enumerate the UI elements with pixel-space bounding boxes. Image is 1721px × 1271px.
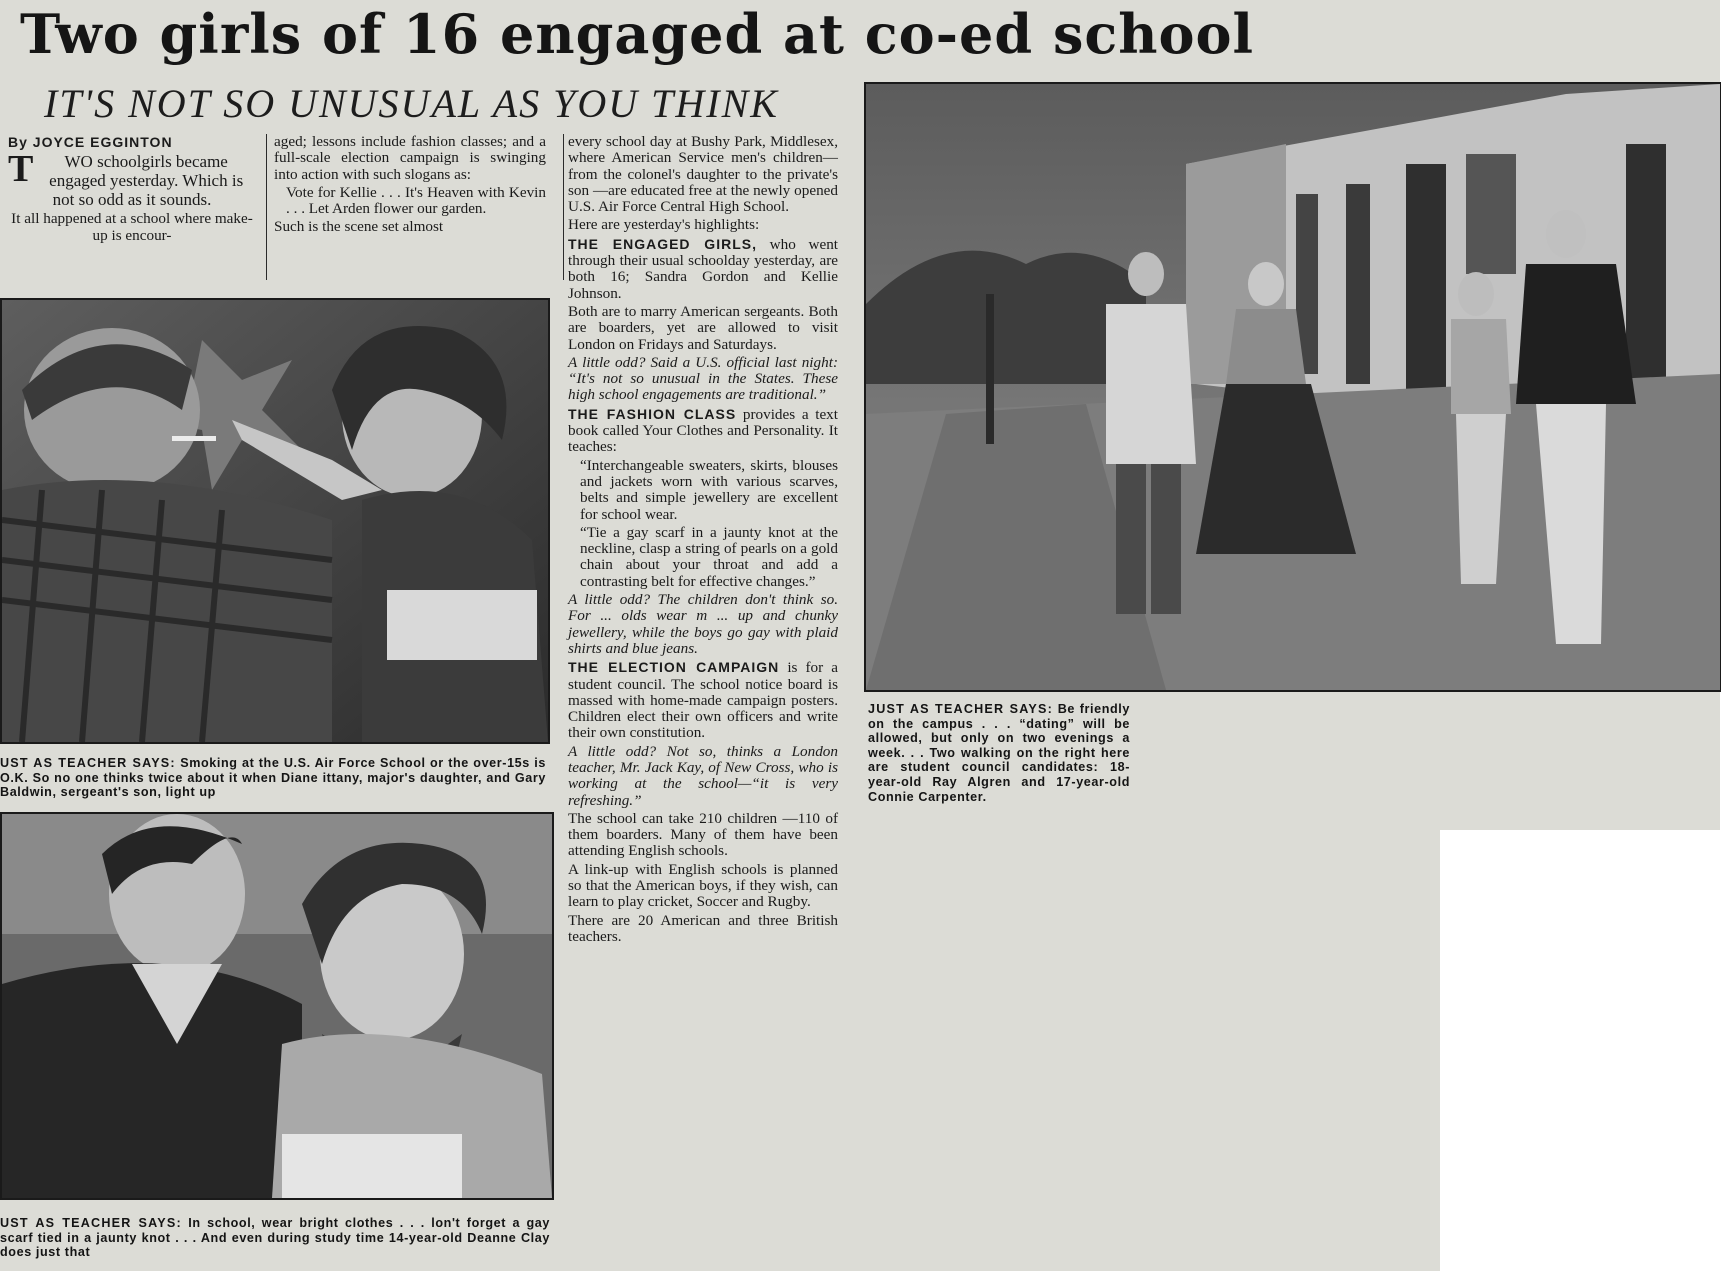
photo-scarf-caption: UST AS TEACHER SAYS: In school, wear bright clothes . . . lon't forget a gay scarf tied in a jaunty knot . . . And even during study time 14-year-old Deanne Clay does just that xyxy=(0,1216,550,1260)
paragraph: A link-up with English schools is planned so that the American boys, if they wish, can learn to play cricket, Soccer and Rugby. xyxy=(568,860,838,911)
paragraph: The school can take 210 children —110 of them boarders. Many of them have been attending English schools. xyxy=(568,809,838,860)
article-column-2 xyxy=(274,134,546,238)
photo-smoking xyxy=(0,298,550,744)
photo-campus-image xyxy=(866,84,1720,690)
paragraph: A little odd? The children don't think so. For ... olds wear m ... up and chunky jewellery, while the boys go gay with plaid shirts and blue jeans. xyxy=(568,591,838,657)
article-column-1 xyxy=(8,134,256,246)
section-engaged-girls: THE ENGAGED GIRLS, who went through their usual schoolday yesterday, are both 16; Sandra Gordon and Kellie Johnson. xyxy=(568,235,839,302)
quote: “Interchangeable sweaters, skirts, blouses and jackets worn with various scarves, belts and simple jewellery are excellent for school wear. xyxy=(580,456,838,523)
photo-smoking-caption: UST AS TEACHER SAYS: Smoking at the U.S. Air Force School or the over-15s is O.K. So no one thinks twice about it when Diane ittany, major's daughter, and Gary Baldwin, sergeant's son, light up xyxy=(0,756,546,800)
photo-scarf-image xyxy=(2,814,552,1198)
photo-smoking-image xyxy=(2,300,548,742)
section-election-campaign: THE ELECTION CAMPAIGN is for a student council. The school notice board is massed with home-made campaign posters. Children elect their own officers and write their own constitution. xyxy=(568,659,838,742)
paragraph: aged; lessons include fashion classes; and a full-scale election campaign is swinging into action with such slogans as: xyxy=(274,133,546,183)
paragraph: Here are yesterday's highlights: xyxy=(568,216,760,234)
kicker: THE ELECTION CAMPAIGN xyxy=(568,659,780,676)
photo-campus xyxy=(864,82,1721,692)
paragraph: It all happened at a school where make-up is encour- xyxy=(11,210,253,244)
caption-label: UST AS TEACHER SAYS: xyxy=(0,1216,182,1230)
article-column-3 xyxy=(568,134,838,947)
quote: “Tie a gay scarf in a jaunty knot at the neckline, clasp a string of pearls on a gold chain about your throat and add a contrasting belt for effective changes.” xyxy=(580,523,838,590)
paragraph: Such is the scene set almost xyxy=(274,218,444,236)
paragraph: A little odd? Not so, thinks a London teacher, Mr. Jack Kay, of New Cross, who is working at the school—“it is very refreshing.” xyxy=(568,742,838,809)
section-fashion-class: THE FASHION CLASS provides a text book called Your Clothes and Personality. It teaches: xyxy=(568,405,838,456)
kicker: THE ENGAGED GIRLS, xyxy=(568,235,757,252)
paragraph: Both are to marry American sergeants. Both are boarders, yet are allowed to visit London on Fridays and Saturdays. xyxy=(568,302,838,353)
photo-campus-caption: JUST AS TEACHER SAYS: Be friendly on the campus . . . “dating” will be allowed, but only on two evenings a week. . . Two walking on the right here are student council candidates: 18-year-old Ray Algren and 17-year-old Connie Carpenter. xyxy=(868,702,1130,804)
column-rule xyxy=(266,134,267,280)
lead-paragraph: T WO schoolgirls became engaged yesterday. Which is not so odd as it sounds. xyxy=(8,148,244,210)
paragraph: every school day at Bushy Park, Middlesex, where American Service men's children—from the colonel's daughter to the private's son —are educated free at the newly opened U.S. Air Force Central High School. xyxy=(568,133,838,216)
headline: Two girls of 16 engaged at co-ed school xyxy=(20,2,1255,66)
caption-label: UST AS TEACHER SAYS: xyxy=(0,756,176,770)
column-rule xyxy=(563,134,564,280)
byline: By JOYCE EGGINTON xyxy=(8,134,173,150)
paragraph: A little odd? Said a U.S. official last night: “It's not so unusual in the States. These high school engagements are traditional.” xyxy=(568,353,838,404)
caption-label: JUST AS TEACHER SAYS: xyxy=(868,702,1053,716)
kicker: THE FASHION CLASS xyxy=(568,405,737,422)
slogans: Vote for Kellie . . . It's Heaven with Kevin . . . Let Arden flower our garden. xyxy=(286,183,546,218)
photo-scarf xyxy=(0,812,554,1200)
drop-cap: T xyxy=(8,148,34,191)
subheadline: IT'S NOT SO UNUSUAL AS YOU THINK xyxy=(44,81,779,126)
paragraph: There are 20 American and three British teachers. xyxy=(568,911,838,945)
